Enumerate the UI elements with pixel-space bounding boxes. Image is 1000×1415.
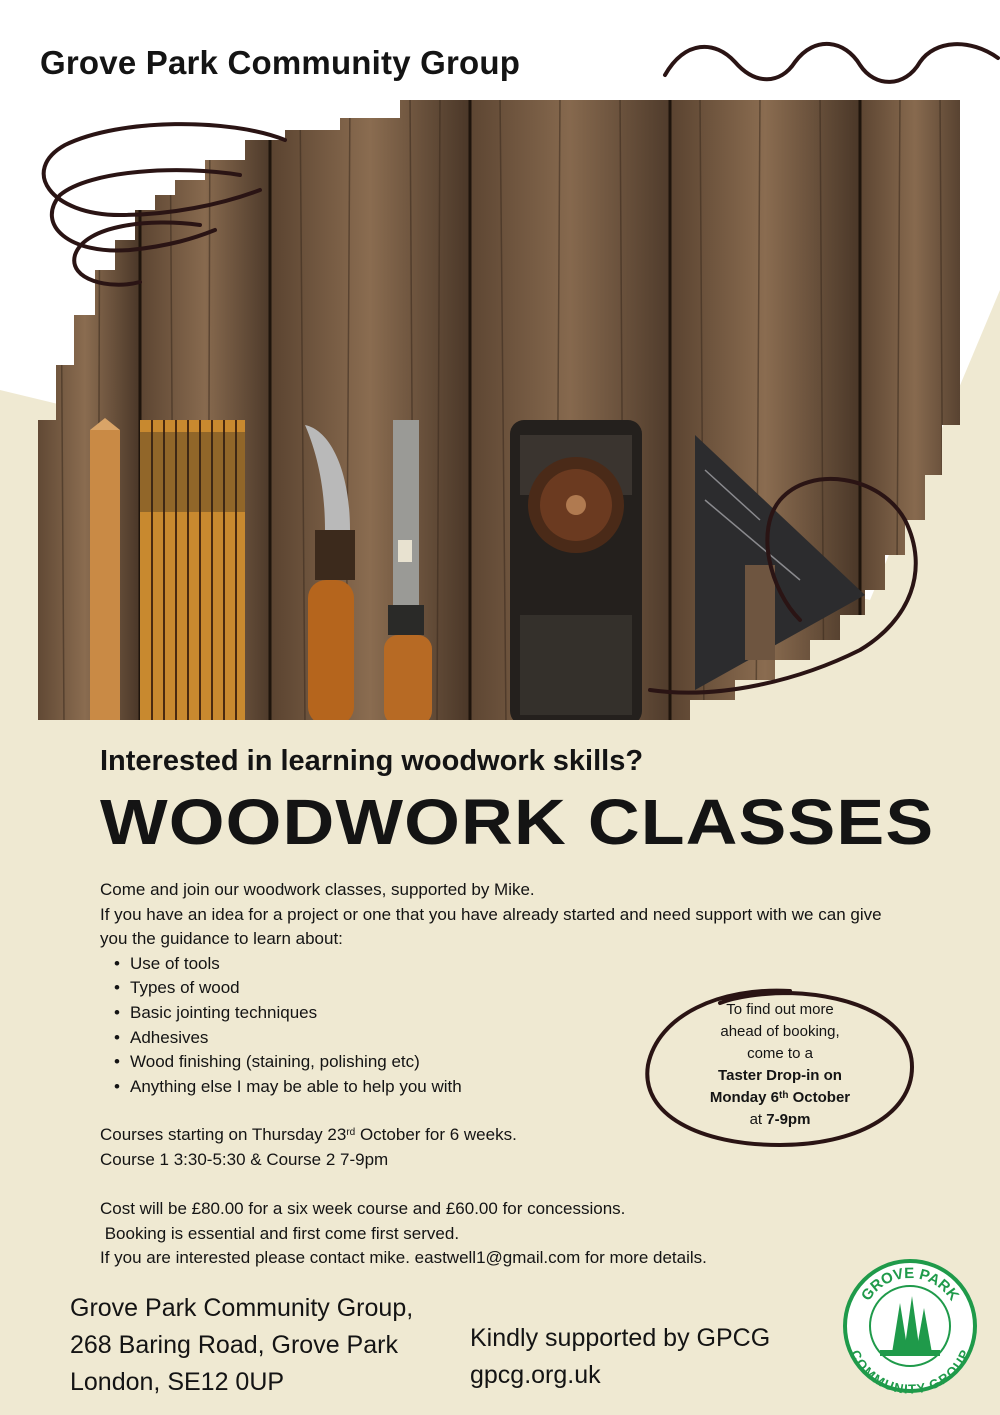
address-line-3: London, SE12 0UP <box>70 1368 285 1396</box>
course-start: Courses starting on Thursday 23rd October for 6 weeks. <box>100 1125 517 1145</box>
course-schedule: Course 1 3:30-5:30 & Course 2 7-9pm <box>100 1149 389 1169</box>
gpcg-logo <box>842 1258 978 1394</box>
website-link[interactable]: gpcg.org.uk <box>470 1361 601 1389</box>
logo-top-text: GROVE PARK <box>857 1264 963 1304</box>
address-block <box>70 1290 413 1401</box>
list-item: • Adhesives <box>112 1026 900 1051</box>
taster-line-3: come to a <box>747 1045 813 1062</box>
support-text: Kindly supported by GPCG <box>470 1324 771 1352</box>
details-line-1: Come and join our woodwork classes, supported by Mike. <box>100 880 535 899</box>
taster-line-2: ahead of booking, <box>720 1023 840 1040</box>
address-line-1: Grove Park Community Group, <box>70 1294 414 1322</box>
taster-line-1: To find out more <box>726 1001 834 1018</box>
cost-info: Cost will be £80.00 for a six week course and £60.00 for concessions. <box>100 1199 626 1219</box>
list-item: • Use of tools <box>112 952 900 977</box>
list-item: • Anything else I may be able to help you with <box>112 1075 900 1100</box>
logo-bottom-text: COMMUNITY GROUP <box>847 1347 973 1394</box>
list-item: • Wood finishing (staining, polishing etc) <box>112 1050 900 1075</box>
list-item: • Types of wood <box>112 976 900 1001</box>
tagline: Interested in learning woodwork skills? <box>100 745 644 777</box>
details-line-2: If you have an idea for a project or one that you have already started and need support with we can give you the guidance to learn about: <box>100 904 882 949</box>
org-title: Grove Park Community Group <box>40 44 521 81</box>
address-line-2: 268 Baring Road, Grove Park <box>70 1331 398 1359</box>
booking-info: Booking is essential and first come first served. <box>100 1223 460 1243</box>
taster-callout <box>640 985 920 1155</box>
taster-line-6: at 7-9pm <box>749 1111 811 1128</box>
list-item: • Basic jointing techniques <box>112 1001 900 1026</box>
taster-line-5: Monday 6th October <box>709 1089 851 1106</box>
headline: WOODWORK CLASSES <box>100 786 935 858</box>
taster-line-4: Taster Drop-in on <box>718 1067 842 1084</box>
contact-info: If you are interested please contact mike. eastwell1@gmail.com for more details. <box>100 1248 707 1268</box>
support-block <box>470 1320 770 1394</box>
